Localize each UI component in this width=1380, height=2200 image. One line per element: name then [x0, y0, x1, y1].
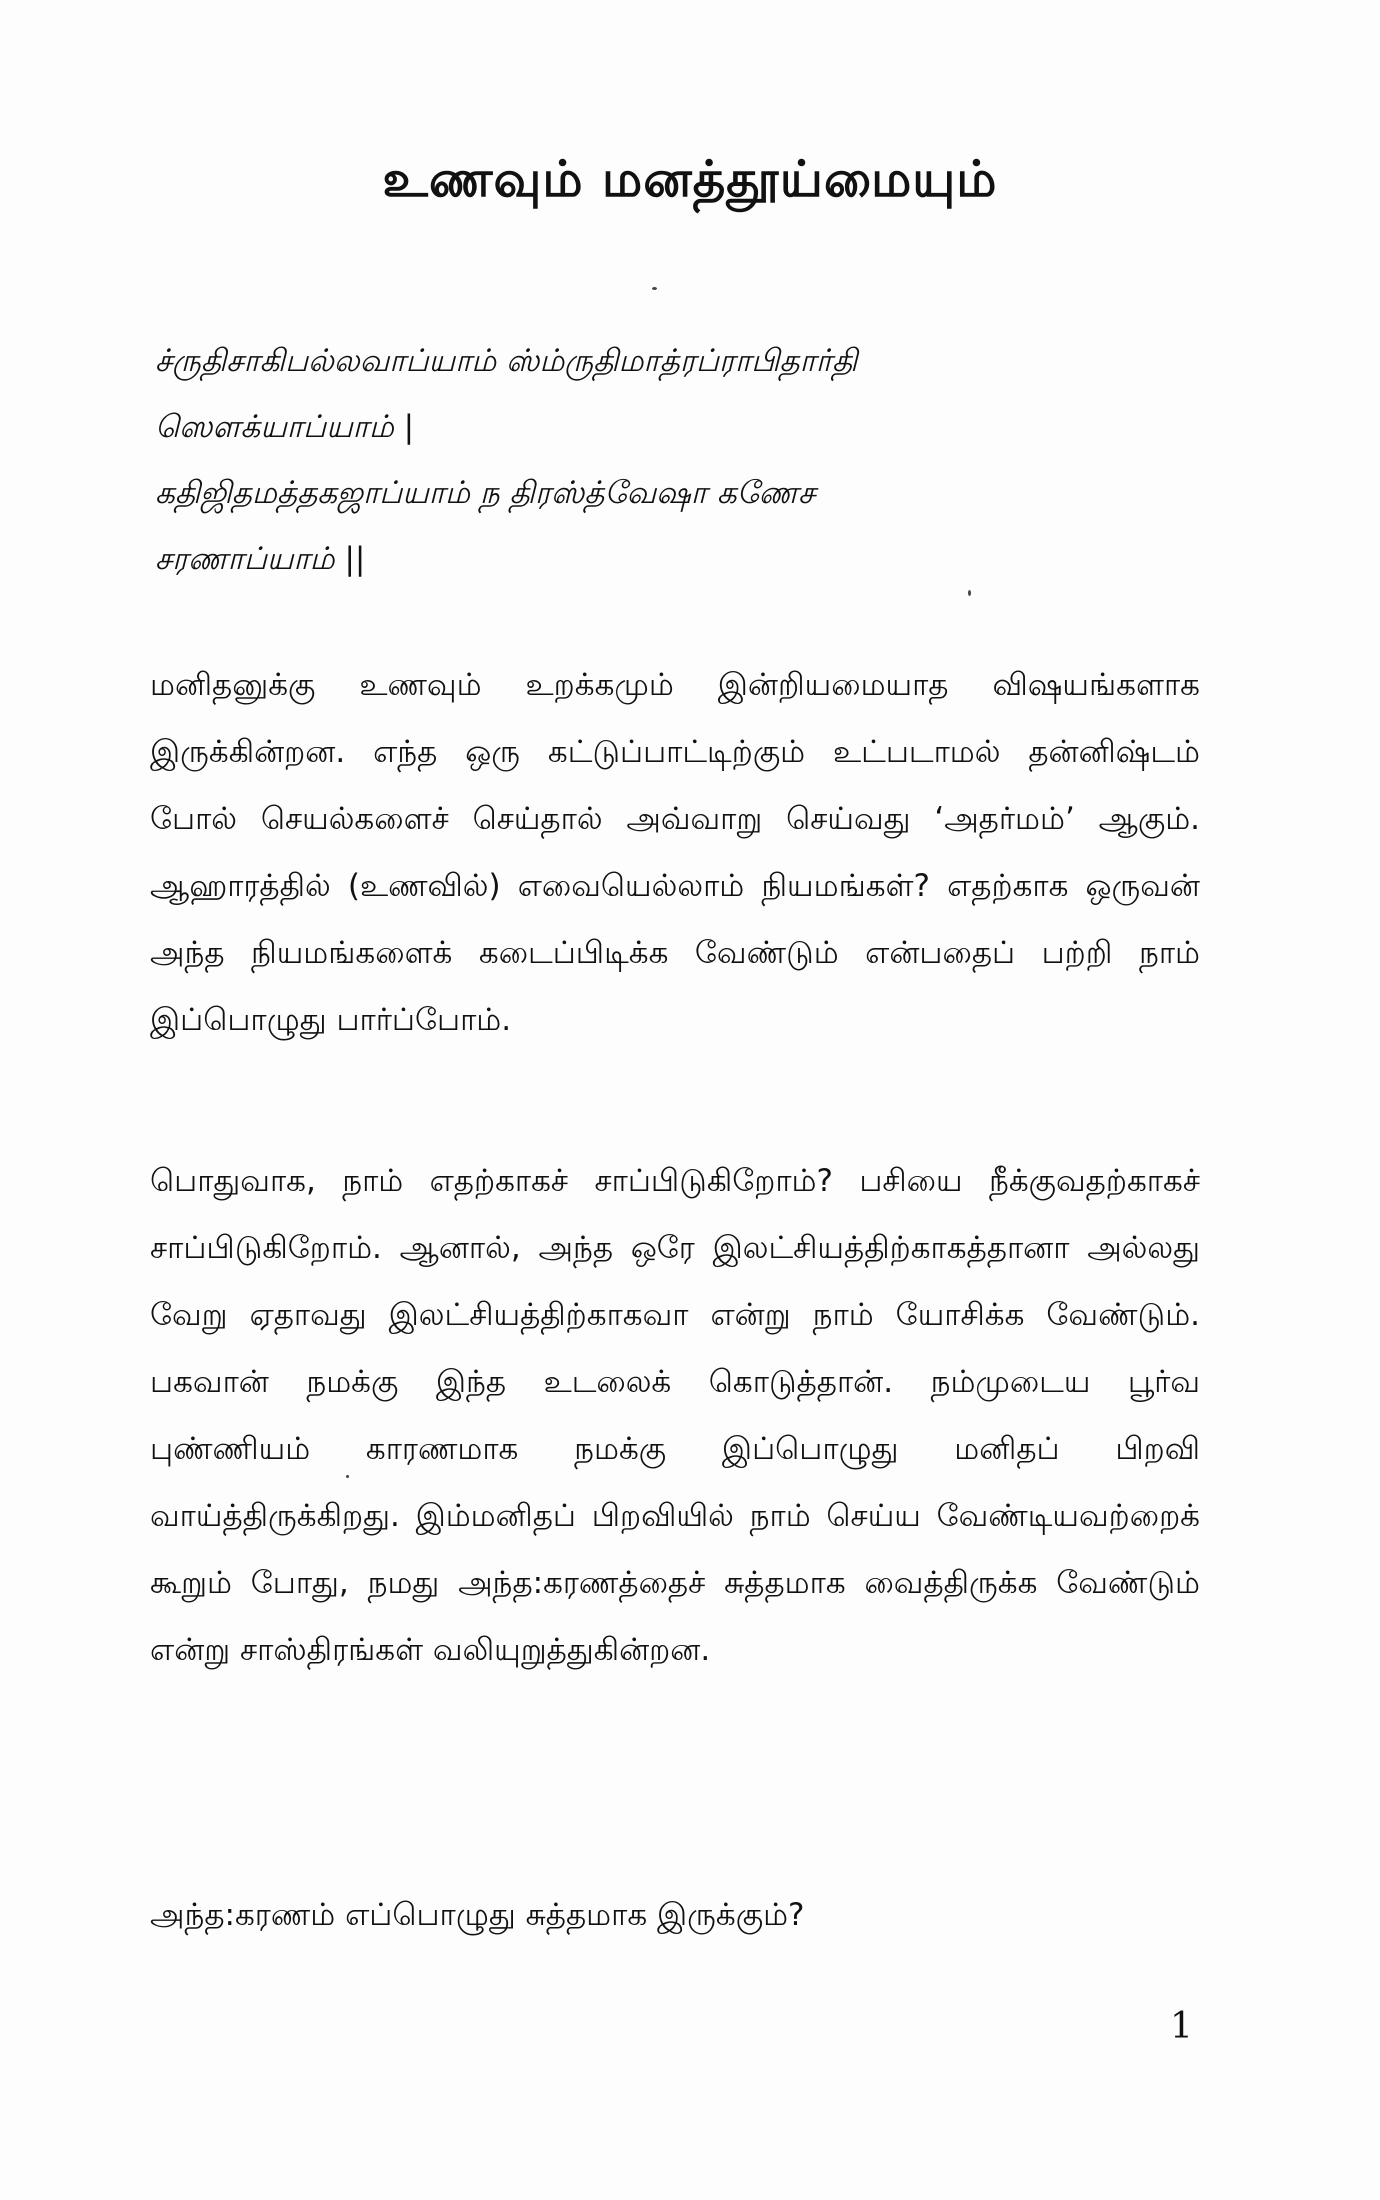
page-number: 1 [1170, 2006, 1193, 2047]
chapter-title: உணவும் மனத்தூய்மையும் [382, 150, 998, 208]
print-speck [652, 287, 657, 290]
print-speck [968, 590, 971, 596]
verse-line: ஸௌக்யாப்யாம் | [155, 409, 415, 445]
sanskrit-verse [155, 328, 1155, 592]
body-paragraph: பொதுவாக, நாம் எதற்காகச் சாப்பிடுகிறோம்? பசியை நீக்குவதற்காகச் சாப்பிடுகிறோம். ஆனால், அந்த ஒரே இலட்சியத்திற்காகத்தானா அல்லது வேறு ஏதாவது இலட்சியத்திற்காகவா என்று நாம் யோசிக்க வேண்டும். பகவான் நமக்கு இந்த உடலைக் கொடுத்தான். நம்முடைய பூர்வ புண்ணியம் காரணமாக நமக்கு இப்பொழுது மனிதப் பிறவி வாய்த்திருக்கிறது. இம்மனிதப் பிறவியில் நாம் செய்ய வேண்டியவற்றைக் கூறும் போது, நமது அந்த:கரணத்தைச் சுத்தமாக வைத்திருக்க வேண்டும் என்று சாஸ்திரங்கள் வலியுறுத்துகின்றன. [150, 1163, 1200, 1668]
body-paragraph: மனிதனுக்கு உணவும் உறக்கமும் இன்றியமையாத விஷயங்களாக இருக்கின்றன. எந்த ஒரு கட்டுப்பாட்டிற்கும் உட்படாமல் தன்னிஷ்டம் போல் செயல்களைச் செய்தால் அவ்வாறு செய்வது ‘அதர்மம்’ ஆகும். ஆஹாரத்தில் (உணவில்) எவையெல்லாம் நியமங்கள்? எதற்காக ஒருவன் அந்த நியமங்களைக் கடைப்பிடிக்க வேண்டும் என்பதைப் பற்றி நாம் இப்பொழுது பார்ப்போம். [150, 667, 1200, 1038]
verse-line: கதிஜிதமத்தகஜாப்யாம் ந திரஸ்த்வேஷா கணேச [155, 475, 816, 511]
body-paragraph: அந்த:கரணம் எப்பொழுது சுத்தமாக இருக்கும்? [150, 1897, 805, 1933]
verse-line: சரணாப்யாம் || [155, 541, 366, 577]
verse-line: ச்ருதிசாகிபல்லவாப்யாம் ஸ்ம்ருதிமாத்ரப்ராபிதார்தி [155, 343, 858, 379]
print-speck [346, 1475, 349, 1478]
